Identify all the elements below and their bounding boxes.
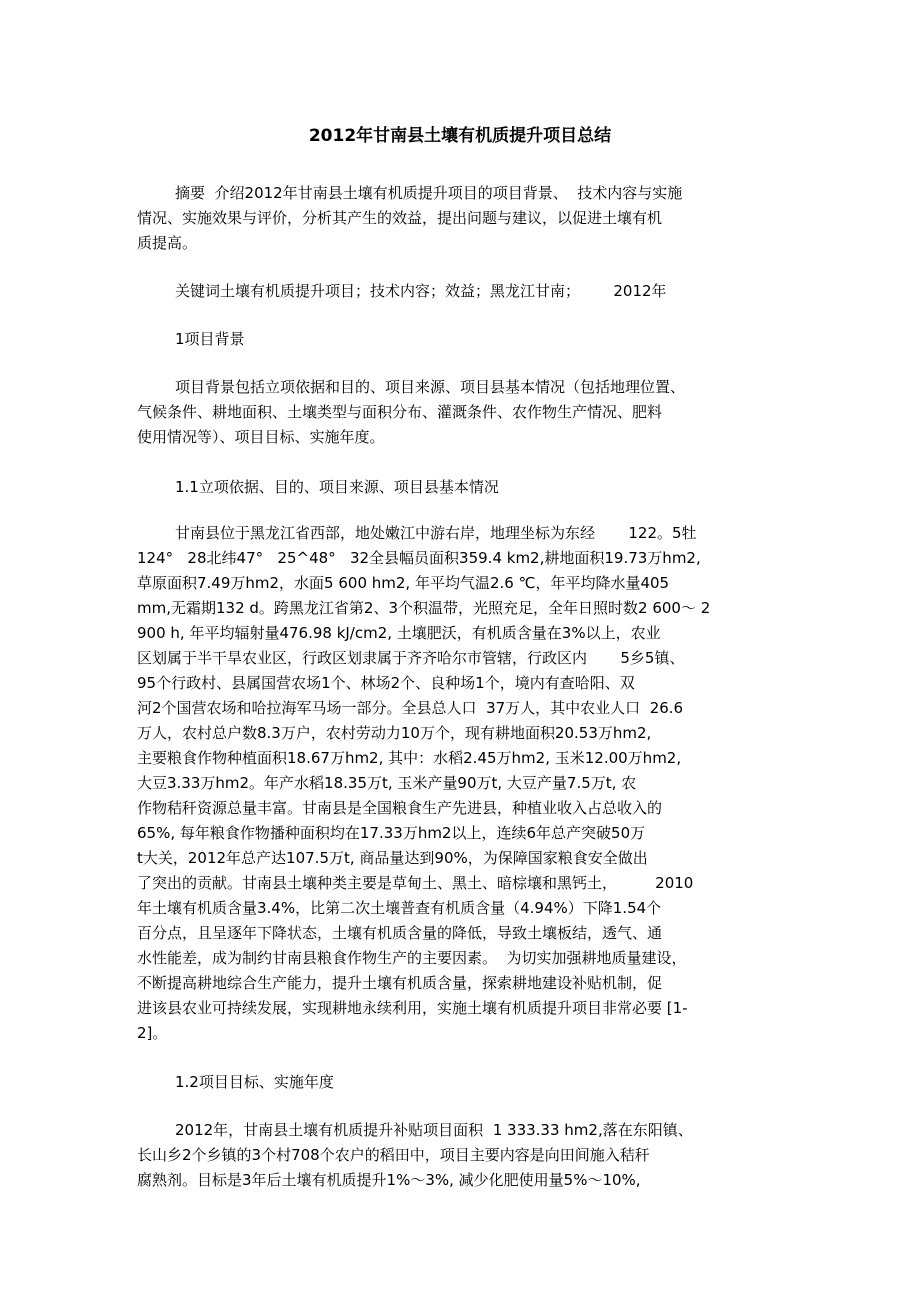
paragraph-line: 主要粮食作物种植面积18.67万hm2, 其中：水稻2.45万hm2, 玉米12.00万hm2, bbox=[137, 749, 682, 767]
paragraph-line: 不断提高耕地综合生产能力，提升土壤有机质含量，探索耕地建设补贴机制，促 bbox=[137, 974, 663, 992]
abstract-line: 质提高。 bbox=[137, 234, 198, 252]
paragraph-line: 了突出的贡献。甘南县土壤种类主要是草甸土、黑土、暗棕壤和黑钙土， 2010 bbox=[137, 874, 694, 892]
paragraph-line: 区划属于半干旱农业区，行政区划隶属于齐齐哈尔市管辖，行政区内 5乡5镇、 bbox=[137, 649, 685, 667]
targets-line: 长山乡2个乡镇的3个村708个农户的稻田中，项目主要内容是向田间施入秸秆 bbox=[137, 1146, 650, 1164]
paragraph-line: 大豆3.33万hm2。年产水稻18.35万t, 玉米产量90万t, 大豆产量7.5万t, 农 bbox=[137, 774, 637, 792]
paragraph-line: 900 h, 年平均辐射量476.98 kJ/cm2, 土壤肥沃，有机质含量在3%以上，农业 bbox=[137, 624, 661, 642]
paragraph-line: 95个行政村、县属国营农场1个、林场2个、良种场1个，境内有查哈阳、双 bbox=[137, 674, 635, 692]
keywords: 关键词土壤有机质提升项目；技术内容；效益；黑龙江甘南； 2012年 bbox=[175, 282, 667, 300]
document-title: 2012年甘南县土壤有机质提升项目总结 bbox=[308, 126, 612, 146]
paragraph-line: 2]。 bbox=[137, 1024, 168, 1042]
paragraph-line: 草原面积7.49万hm2，水面5 600 hm2, 年平均气温2.6 ℃，年平均降水量405 bbox=[137, 574, 670, 592]
section-heading-1-1: 1.1立项依据、目的、项目来源、项目县基本情况 bbox=[175, 478, 499, 496]
paragraph-line: 百分点，且呈逐年下降状态，土壤有机质含量的降低，导致土壤板结，透气、通 bbox=[137, 924, 663, 942]
paragraph-line: 河2个国营农场和哈拉海军马场一部分。全县总人口 37万人，其中农业人口 26.6 bbox=[137, 699, 684, 717]
paragraph-line: 进该县农业可持续发展，实现耕地永续利用，实施土壤有机质提升项目非常必要 [1- bbox=[137, 999, 688, 1017]
paragraph-line: 124° 28北纬47° 25^48° 32全县幅员面积359.4 km2,耕地面积19.73万hm2, bbox=[137, 549, 701, 567]
targets-line: 腐熟剂。目标是3年后土壤有机质提升1%～3%, 减少化肥使用量5%～10%, bbox=[137, 1171, 641, 1189]
paragraph-line: mm,无霜期132 d。跨黑龙江省第2、3个积温带，光照充足，全年日照时数2 600～ 2 bbox=[137, 599, 711, 617]
paragraph-line: 水性能差，成为制约甘南县粮食作物生产的主要因素。 为切实加强耕地质量建设， bbox=[137, 949, 687, 967]
paragraph-line: 万人，农村总户数8.3万户，农村劳动力10万个，现有耕地面积20.53万hm2, bbox=[137, 724, 652, 742]
section-heading-1-2: 1.2项目目标、实施年度 bbox=[175, 1073, 334, 1091]
paragraph-line: 作物秸秆资源总量丰富。甘南县是全国粮食生产先进县，种植业收入占总收入的 bbox=[137, 799, 663, 817]
background-line: 气候条件、耕地面积、土壤类型与面积分布、灌溉条件、农作物生产情况、肥料 bbox=[137, 403, 663, 421]
paragraph-line: t大关，2012年总产达107.5万t, 商品量达到90%，为保障国家粮食安全做出 bbox=[137, 849, 648, 867]
background-line: 使用情况等）、项目目标、实施年度。 bbox=[137, 428, 385, 446]
paragraph-line: 65%, 每年粮食作物播种面积均在17.33万hm2以上，连续6年总产突破50万 bbox=[137, 824, 646, 842]
paragraph-line: 甘南县位于黑龙江省西部，地处嫩江中游右岸，地理坐标为东经 122。5牡 bbox=[175, 524, 697, 542]
paragraph-line: 年土壤有机质含量3.4%，比第二次土壤普查有机质含量（4.94%）下降1.54个 bbox=[137, 899, 662, 917]
section-heading-1: 1项目背景 bbox=[175, 330, 245, 348]
targets-line: 2012年，甘南县土壤有机质提升补贴项目面积 1 333.33 hm2,落在东阳镇、 bbox=[175, 1121, 693, 1139]
abstract-line: 情况、实施效果与评价，分析其产生的效益，提出问题与建议，以促进土壤有机 bbox=[137, 209, 663, 227]
abstract-line: 摘要 介绍2012年甘南县土壤有机质提升项目的项目背景、 技术内容与实施 bbox=[175, 184, 683, 202]
background-line: 项目背景包括立项依据和目的、项目来源、项目县基本情况（包括地理位置、 bbox=[175, 378, 686, 396]
